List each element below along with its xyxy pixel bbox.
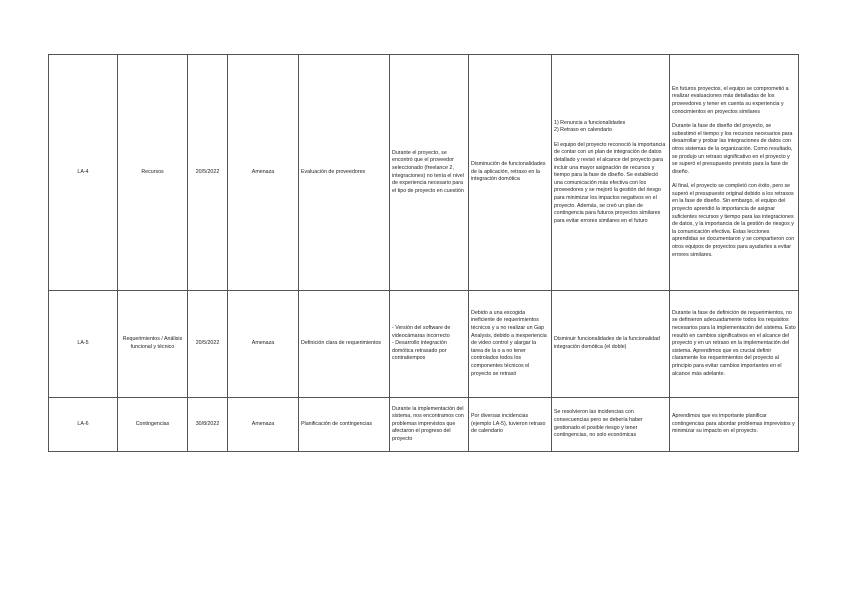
lesson-paragraph: Al final, el proyecto se completó con éxito, pero se superó el presupuesto original debido a los retrasos en la fase de diseño. Sin embargo, el equipo del proyecto aprendió la importancia de asignar suficientes recursos y tiempo para las integraciones de datos, y la importancia de la gestión de riesgos y la comunicación efectiva. Estas lecciones aprendidas se documentaron y se compartieron con otros equipos de proyectos para ayudarles a evitar errores similares. [672,183,795,258]
row-date: 30/8/2022 [188,398,228,452]
row-process: Definición clara de requerimientos [299,291,390,398]
row-actions [552,398,670,452]
row-impact: Disminución de funcionalidades de la aplicación, retraso en la integración domótica [469,55,552,291]
row-id: LA-6 [49,398,118,452]
row-description: Durante el proyecto, se encontró que el proveedor seleccionado (freelance 2, integraciones) no tenía el nivel de experiencia necesario para el tipo de proyecto en cuestión [390,55,469,291]
row-category: Recursos [118,55,188,291]
row-id: LA-5 [49,291,118,398]
row-actions [552,291,670,398]
row-description: Durante la implementación del sistema, nos encontramos con problemas imprevistos que afectaron el progreso del proyecto [390,398,469,452]
row-type: Amenaza [228,291,299,398]
table-row [49,55,799,291]
lesson-paragraph: Durante la fase de diseño del proyecto, se subestimó el tiempo y los recursos necesarios para desarrollar y probar las integraciones de datos con otros sistemas de la organización. Como resultado, se produjo un retraso significativo en el proyecto y se superó el presupuesto previsto para la fase de diseño. [672,123,793,175]
action-paragraph: 1) Renuncia a funcionalidades 2) Retraso en calendario [554,119,626,134]
table-row [49,398,799,452]
row-lessons [670,291,799,398]
row-type: Amenaza [228,398,299,452]
row-category: Requerimientos / Análisis funcional y técnico [118,291,188,398]
row-date: 20/5/2022 [188,55,228,291]
row-type: Amenaza [228,55,299,291]
action-paragraph: Disminuir funcionalidades de la funcionalidad integración domótica (el doble) [554,336,661,350]
lesson-paragraph: Aprendimos que es importante planificar contingencias para abordar problemas imprevistos y minimizar su impacto en el proyecto. [672,413,795,435]
row-process: Evaluación de proveedores [299,55,390,291]
lesson-paragraph: Durante la fase de definición de requerimientos, no se definieron adecuadamente todos los requisitos necesarios para la implementación del sistema. Esto resultó en cambios significativos en el alcance del proyecto y en un retraso en la implementación del sistema. Aprendimos que es crucial definir claramente los requerimientos del proyecto al principio para evitar cambios importantes en el alcance más adelante. [672,309,796,377]
row-description: - Versión del software de videocámaras incorrecto - Desarrollo integración domótica retrasado por contratiempos [390,291,469,398]
row-lessons [670,398,799,452]
table-row [49,291,799,398]
action-paragraph: El equipo del proyecto reconoció la importancia de contar con un plan de integración de datos detallado y revisó el alcance del proyecto para incluir una mayor asignación de recursos y tiempo para la fase de diseño. Se estableció una comunicación más efectiva con los proveedores y se mejoró la gestión del riesgo para minimizar los impactos negativos en el proyecto. Además, se creó un plan de contingencia para futuros proyectos similares para evitar errores similares en el futuro [554,141,666,224]
lesson-paragraph: En futuros proyectos, el equipo se comprometió a realizar evaluaciones más detalladas de los proveedores y tener en cuenta su experiencia y conocimientos en proyectos similares [672,85,789,115]
row-process: Planificación de contingencias [299,398,390,452]
action-paragraph: Se resolvieron las incidencias con consecuencias pero se debería haber gestionado el posible riesgo y tener contingencias, no solo económicas [554,409,643,439]
lessons-learned-table [48,54,799,452]
row-date: 20/5/2022 [188,291,228,398]
row-impact: Por diversas incidencias (ejemplo LA-5), tuvieron retraso de calendario [469,398,552,452]
row-category: Contingencias [118,398,188,452]
row-actions [552,55,670,291]
row-impact: Debido a una escogida ineficiente de requerimientos técnicos y a no realizar un Gap Analysis, debido a inexperiencia de video control y alargar la tarea de la o a no tener controlados todos los componentes técnicos el proyecto se retrasó [469,291,552,398]
row-id: LA-4 [49,55,118,291]
row-lessons [670,55,799,291]
